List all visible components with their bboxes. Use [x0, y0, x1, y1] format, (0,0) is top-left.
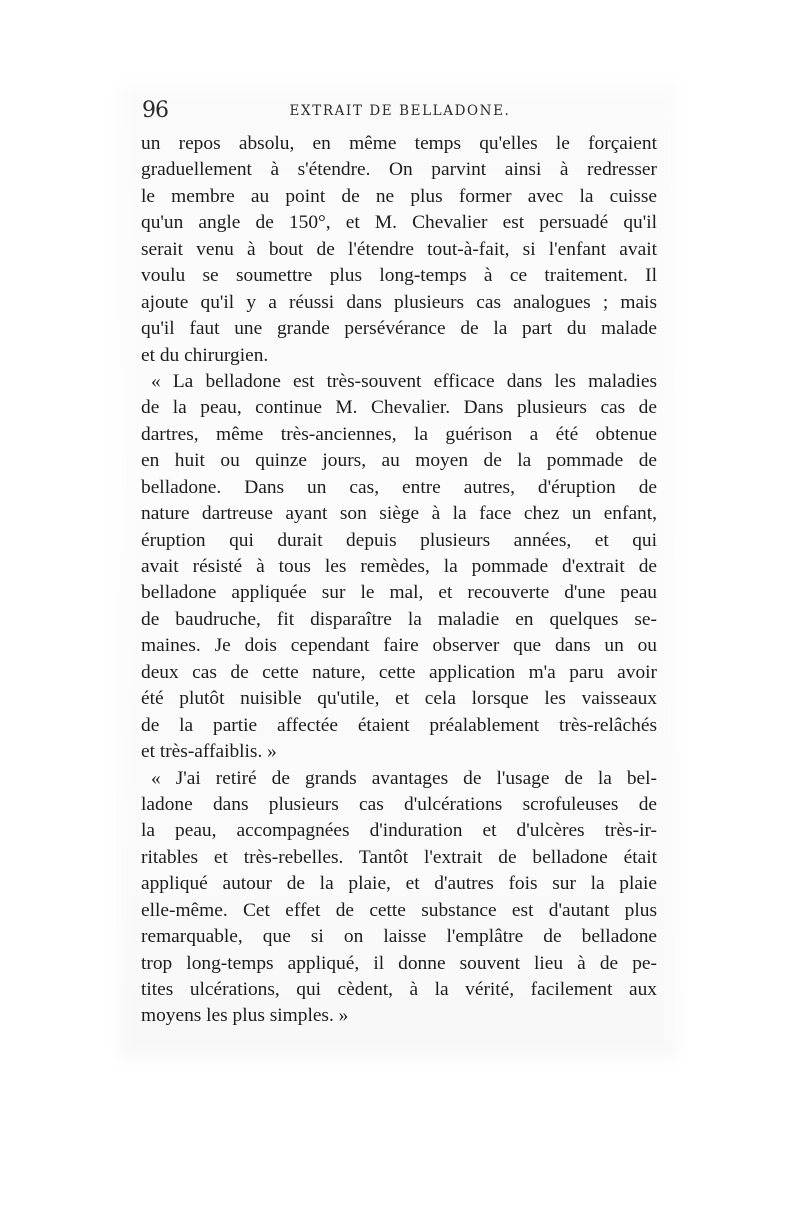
text-line: belladone appliquée sur le mal, et recouverte d'une peau	[141, 582, 657, 604]
text-line: graduellement à s'étendre. On parvint ainsi à redresser	[141, 159, 657, 181]
text-line: nature dartreuse ayant son siège à la face chez un enfant,	[141, 503, 657, 525]
text-line: tites ulcérations, qui cèdent, à la vérité, facilement aux	[141, 979, 657, 1000]
text-line: la peau, accompagnées d'induration et d'ulcères très-ir-	[141, 820, 657, 842]
text-line: voulu se soumettre plus long-temps à ce traitement. Il	[141, 265, 657, 287]
text-line: de la partie affectée étaient préalablement très-relâchés	[141, 714, 657, 736]
text-line: belladone. Dans un cas, entre autres, d'éruption de	[141, 476, 657, 498]
text-line: deux cas de cette nature, cette application m'a paru avoir	[141, 661, 657, 683]
text-line: appliqué autour de la plaie, et d'autres fois sur la plaie	[141, 873, 657, 895]
text-line: qu'il faut une grande persévérance de la part du malade	[141, 318, 657, 340]
text-line: avait résisté à tous les remèdes, la pommade d'extrait de	[141, 556, 657, 577]
text-line: un repos absolu, en même temps qu'elles le forçaient	[141, 133, 657, 154]
paragraph-start-line: « La belladone est très-souvent efficace dans les maladies	[151, 370, 657, 392]
text-line: de baudruche, fit disparaître la maladie en quelques se-	[141, 608, 657, 630]
text-line: remarquable, que si on laisse l'emplâtre de belladone	[141, 926, 657, 948]
text-line: été plutôt nuisible qu'utile, et cela lorsque les vaisseaux	[141, 688, 657, 710]
running-title: EXTRAIT DE BELLADONE.	[289, 103, 511, 119]
text-line: elle-même. Cet effet de cette substance est d'autant plus	[141, 899, 657, 921]
paragraph-start-line: « J'ai retiré de grands avantages de l'usage de la bel-	[151, 767, 657, 789]
text-line: de la peau, continue M. Chevalier. Dans plusieurs cas de	[141, 397, 657, 419]
text-line: moyens les plus simples. »	[141, 1005, 349, 1027]
body-text	[141, 131, 657, 1030]
text-line: maines. Je dois cependant faire observer que dans un ou	[141, 635, 657, 657]
text-line: ajoute qu'il y a réussi dans plusieurs cas analogues ; mais	[141, 291, 657, 313]
text-line: éruption qui durait depuis plusieurs années, et qui	[141, 529, 657, 551]
text-line: en huit ou quinze jours, au moyen de la pommade de	[141, 450, 657, 472]
text-line: ritables et très-rebelles. Tantôt l'extrait de belladone était	[141, 846, 657, 868]
text-line: dartres, même très-anciennes, la guérison a été obtenue	[141, 423, 657, 445]
page-number: 96	[142, 98, 168, 123]
text-line: qu'un angle de 150°, et M. Chevalier est persuadé qu'il	[141, 212, 657, 234]
text-line: le membre au point de ne plus former avec la cuisse	[141, 185, 657, 207]
text-line: ladone dans plusieurs cas d'ulcérations scrofuleuses de	[141, 793, 657, 815]
text-line: et très-affaiblis. »	[141, 741, 277, 763]
text-line: serait venu à bout de l'étendre tout-à-fait, si l'enfant avait	[141, 238, 657, 260]
page-header	[140, 98, 660, 124]
text-line: trop long-temps appliqué, il donne souvent lieu à de pe-	[141, 952, 657, 974]
text-line: et du chirurgien.	[141, 344, 269, 366]
